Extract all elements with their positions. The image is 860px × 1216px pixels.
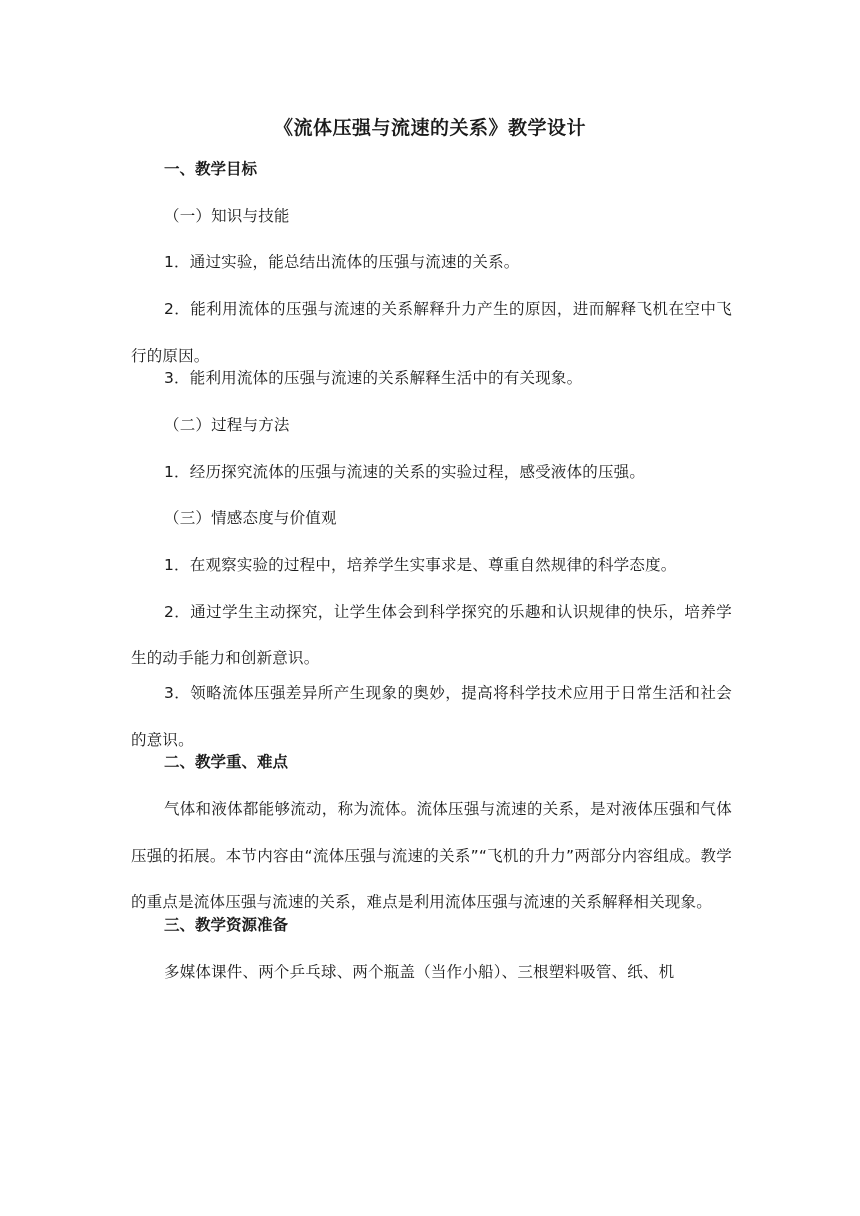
document-title: 《流体压强与流速的关系》教学设计 [273, 117, 586, 139]
paragraph: 1．经历探究流体的压强与流速的关系的实验过程，感受液体的压强。 [164, 462, 646, 481]
paragraph: 2．能利用流体的压强与流速的关系解释升力产生的原因，进而解释飞机在空中飞行的原因。 [131, 299, 732, 365]
paragraph: 3．领略流体压强差异所产生现象的奥妙，提高将科学技术应用于日常生活和社会的意识。 [131, 683, 732, 749]
section-heading-resources: 三、教学资源准备 [164, 916, 289, 935]
section-heading-key-points: 二、教学重、难点 [164, 753, 289, 772]
paragraph: 1．在观察实验的过程中，培养学生实事求是、尊重自然规律的科学态度。 [164, 555, 677, 574]
paragraph: 2．通过学生主动探究，让学生体会到科学探究的乐趣和认识规律的快乐，培养学生的动手能力和创新意识。 [131, 602, 732, 668]
section-heading-objectives: 一、教学目标 [164, 160, 258, 178]
paragraph: 1．通过实验，能总结出流体的压强与流速的关系。 [164, 253, 520, 272]
subheading-process-methods: （二）过程与方法 [164, 415, 290, 434]
paragraph: 气体和液体都能够流动，称为流体。流体压强与流速的关系，是对液体压强和气体压强的拓展。本节内容由“流体压强与流速的关系”“飞机的升力”两部分内容组成。教学的重点是流体压强与流速的关系，难点是利用流体压强与流速的关系解释相关现象。 [131, 800, 732, 912]
document-body [131, 158, 732, 996]
subheading-knowledge-skills: （一）知识与技能 [164, 206, 290, 225]
paragraph: 多媒体课件、两个乒乓球、两个瓶盖（当作小船）、三根塑料吸管、纸、机 [164, 962, 675, 981]
subheading-emotion-values: （三）情感态度与价值观 [164, 509, 337, 528]
paragraph: 3．能利用流体的压强与流速的关系解释生活中的有关现象。 [164, 369, 583, 388]
